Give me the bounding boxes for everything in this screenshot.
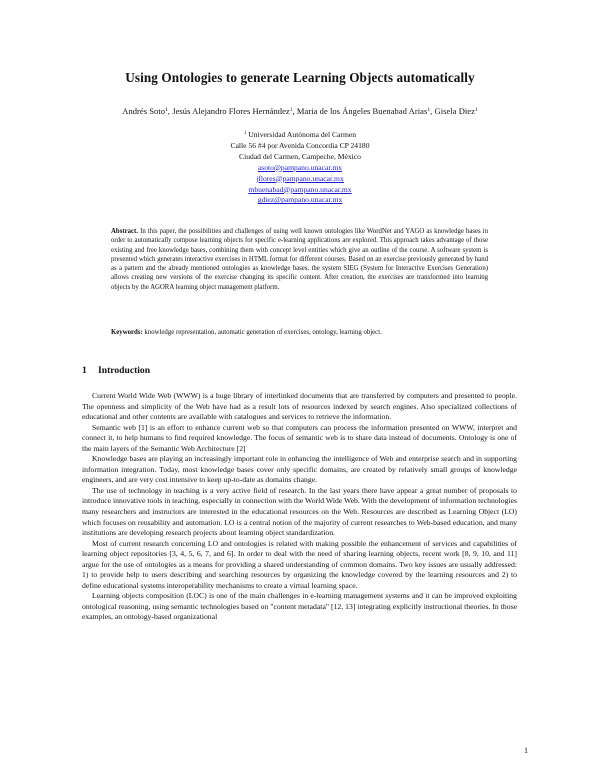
section-title: Introduction	[98, 365, 151, 376]
keywords-text: knowledge representation, automatic generation of exercises, ontology, learning object.	[144, 329, 382, 336]
email-link[interactable]: asoto@pampano.unacar.mx	[257, 162, 343, 172]
author-affiliation-mark: 1	[165, 107, 168, 113]
page-number: 1	[524, 746, 528, 755]
author-name: Gisela Diez	[434, 106, 475, 116]
author-list: Andrés Soto$^1$, Jesús Alejandro Flores Hernández$^1$, Maria de los Ángeles Buenabad Arias$^1$, Gisela Diez$^1$	[122, 106, 478, 116]
keywords	[111, 328, 488, 337]
institution: $^1$ Universidad Autónoma del Carmen	[243, 130, 357, 139]
paragraph: Current World Wide Web (WWW) is a huge library of interlinked documents that are transferred by computers and presented to people. The openness and simplicity of the Web have had as a result lots of resources indexed by search engines. Also specialized collections of educational and other contents are available with catalogues and services to retrieve the information.	[82, 391, 517, 422]
address-line: Ciudad del Carmen, Campeche, México	[239, 151, 361, 161]
abstract-text: In this paper, the possibilities and challenges of using well known ontologies like WordNet and YAGO as knowledge bases in order to automatically compose learning objects for specific e-learning applications are explored. This approach takes advantage of those existing and free knowledge bases, combining them with concept level entities which give an outline of the course. A software system is presented which generates interactive exercises in HTML format for different courses. Based on an exercise previously generated by hand as a pattern and the already mentioned ontologies as knowledge bases, the system SIEG (System for Interactive Exercises Generation) allows creating new versions of the exercise changing its specific content. After creation, the exercises are transformed into learning objects by the AGORA learning object management platform.	[111, 228, 489, 291]
author-affiliation-mark: 1	[289, 107, 293, 113]
paragraph: Semantic web [1] is an effort to enhance current web so that computers can process the information presented on WWW, interpret and connect it, to help humans to find required knowledge. The focus of semantic web is to share data instead of documents. Ontology is one of the main layers of the Semantic Web Architecture [2]	[82, 422, 517, 453]
author-name: Maria de los Ángeles Buenabad Arias	[296, 106, 428, 116]
address-line: Calle 56 #4 por Avenida Concordia CP 24180	[230, 140, 370, 150]
paper-title: Using Ontologies to generate Learning Objects automatically	[125, 70, 475, 85]
author-name: Jesús Alejandro Flores Hernández	[172, 106, 290, 116]
section-number: 1	[82, 365, 87, 376]
affiliation-block	[0, 129, 600, 206]
keywords-label: Keywords:	[111, 329, 143, 336]
paragraph: Knowledge bases are playing an increasingly important role in enhancing the intelligence of Web and enterprise search and in supporting information integration. Today, most knowledge bases cover only specific domains, are created by relatively small groups of knowledge engineers, and are very cost intensive to keep up-to-date as domains change.	[82, 454, 517, 485]
author-name: Andrés Soto	[122, 106, 166, 116]
email-link[interactable]: gdiez@pampano.unacar.mx	[257, 195, 343, 205]
email-link[interactable]: mbuenabad@pampano.unacar.mx	[248, 184, 352, 194]
abstract	[111, 227, 488, 292]
author-affiliation-mark: 1	[474, 107, 478, 113]
body-text	[82, 391, 517, 623]
paragraph: Learning objects composition (LOC) is one of the main challenges in e-learning management systems and it can be improved exploiting ontological reasoning, using semantic technologies based on "content metadata" [12, 13] integrating explicitly instructional theories. In those examples, an ontology-based organizational	[82, 591, 517, 622]
paragraph: The use of technology in teaching is a very active field of research. In the last years there have appear a great number of proposals to introduce innovative tools in teaching, especially in connection with the World Wide Web. With the development of information technologies many researchers and instructors are interested in the educational resources on the Web. Resources are described as Learning Object (LO) which focuses on reusability and automation. LO is a central notion of the majority of current researches to Web-based education, and many institutions are developing research projects about learning object standardization.	[82, 485, 517, 538]
author-affiliation-mark: 1	[427, 107, 431, 113]
paragraph: Most of current research concerning LO and ontologies is related with making possible the enhancement of services and capabilities of learning object repositories [3, 4, 5, 6, 7, and 6]. In order to deal with the need of sharing learning objects, recent work [8, 9, 10, and 11] argue for the use of ontologies as a means for providing a shared understanding of common domains. Two key issues are usually addressed: 1) to provide help to users describing and searching resources by organizing the knowledge covered by the learning resources and 2) to define educational systems interoperability mechanisms to create a virtual learning space.	[82, 538, 517, 590]
email-link[interactable]: jflores@pampano.unacar.mx	[256, 173, 344, 183]
section-heading	[82, 365, 522, 376]
abstract-label: Abstract.	[111, 228, 138, 235]
